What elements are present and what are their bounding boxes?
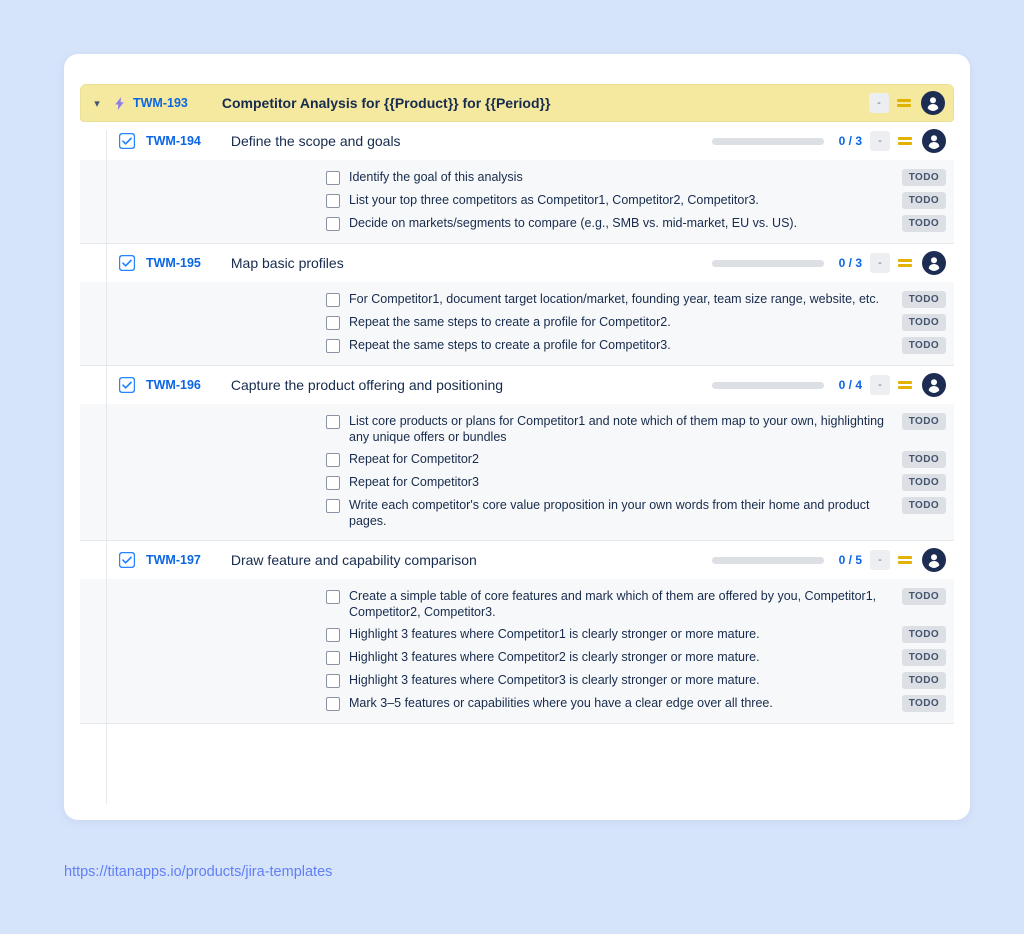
subtask-row[interactable] (80, 288, 954, 311)
subtask-row[interactable] (80, 311, 954, 334)
epic-bolt-icon (107, 96, 131, 111)
story-key-link[interactable]: TWM-197 (146, 553, 201, 567)
subtask-text: Repeat the same steps to create a profile for Competitor2. (349, 315, 671, 329)
story-block (80, 366, 954, 541)
subtask-text: Create a simple table of core features and mark which of them are offered by you, Competitor1, Competitor2, Competitor3. (349, 589, 877, 619)
story-row-actions (712, 373, 946, 397)
footer-url[interactable]: https://titanapps.io/products/jira-templates (64, 864, 333, 880)
subtask-text: Write each competitor's core value proposition in your own words from their home and product pages. (349, 498, 870, 528)
avatar[interactable] (921, 91, 945, 115)
story-estimate-badge[interactable]: - (870, 375, 890, 395)
subtask-checkbox[interactable] (326, 651, 340, 665)
epic-title: Competitor Analysis for {{Product}} for {{Period}} (221, 95, 551, 111)
subtask-text: Highlight 3 features where Competitor2 is clearly stronger or more mature. (349, 650, 760, 664)
status-badge[interactable]: TODO (902, 695, 946, 712)
story-check-icon (118, 376, 136, 394)
story-block (80, 244, 954, 366)
subtask-text: Mark 3–5 features or capabilities where you have a clear edge over all three. (349, 696, 773, 710)
story-key-link[interactable]: TWM-196 (146, 378, 201, 392)
story-block (80, 122, 954, 244)
progress-bar (712, 382, 824, 389)
subtask-count: 0 / 5 (838, 553, 862, 567)
subtask-checkbox[interactable] (326, 674, 340, 688)
story-key-link[interactable]: TWM-194 (146, 134, 201, 148)
avatar[interactable] (922, 129, 946, 153)
subtask-text: For Competitor1, document target location/market, founding year, team size range, website, etc. (349, 292, 880, 306)
chevron-down-icon[interactable]: ▾ (94, 97, 100, 110)
status-badge[interactable]: TODO (902, 626, 946, 643)
subtask-row[interactable] (80, 585, 954, 623)
story-row-actions (712, 129, 946, 153)
subtask-list (80, 579, 954, 723)
story-row-actions (712, 251, 946, 275)
priority-medium-icon[interactable] (898, 133, 914, 149)
story-estimate-badge[interactable]: - (870, 550, 890, 570)
subtask-list (80, 160, 954, 243)
subtask-row[interactable] (80, 448, 954, 471)
story-list (80, 122, 954, 724)
subtask-text: Decide on markets/segments to compare (e.g., SMB vs. mid-market, EU vs. US). (349, 216, 798, 230)
subtask-row[interactable] (80, 471, 954, 494)
story-estimate-badge[interactable]: - (870, 131, 890, 151)
epic-row[interactable] (80, 84, 954, 122)
subtask-row[interactable] (80, 623, 954, 646)
status-badge[interactable]: TODO (902, 314, 946, 331)
priority-medium-icon[interactable] (898, 255, 914, 271)
subtask-row[interactable] (80, 189, 954, 212)
progress-bar (712, 138, 824, 145)
hierarchy-guide-line (106, 130, 107, 804)
story-row[interactable] (80, 122, 954, 160)
story-check-icon (118, 551, 136, 569)
story-check-icon (118, 132, 136, 150)
status-badge[interactable]: TODO (902, 413, 946, 430)
story-block (80, 541, 954, 724)
avatar[interactable] (922, 548, 946, 572)
subtask-row[interactable] (80, 669, 954, 692)
avatar[interactable] (922, 251, 946, 275)
story-row[interactable] (80, 244, 954, 282)
subtask-row[interactable] (80, 212, 954, 235)
subtask-text: Repeat for Competitor3 (349, 475, 479, 489)
status-badge[interactable]: TODO (902, 215, 946, 232)
subtask-text: Highlight 3 features where Competitor1 is clearly stronger or more mature. (349, 627, 760, 641)
subtask-row[interactable] (80, 410, 954, 448)
status-badge[interactable]: TODO (902, 649, 946, 666)
subtask-row[interactable] (80, 166, 954, 189)
subtask-checkbox[interactable] (326, 339, 340, 353)
subtask-row[interactable] (80, 334, 954, 357)
status-badge[interactable]: TODO (902, 497, 946, 514)
story-estimate-badge[interactable]: - (870, 253, 890, 273)
subtask-row[interactable] (80, 646, 954, 669)
story-key-link[interactable]: TWM-195 (146, 256, 201, 270)
story-row[interactable] (80, 366, 954, 404)
subtask-checkbox[interactable] (326, 453, 340, 467)
story-title: Draw feature and capability comparison (230, 552, 477, 568)
subtask-checkbox[interactable] (326, 590, 340, 604)
story-check-icon (118, 254, 136, 272)
subtask-checkbox[interactable] (326, 499, 340, 513)
status-badge[interactable]: TODO (902, 337, 946, 354)
issue-board (80, 84, 954, 804)
subtask-text: Identify the goal of this analysis (349, 170, 523, 184)
subtask-row[interactable] (80, 692, 954, 715)
progress-bar (712, 557, 824, 564)
subtask-count: 0 / 3 (838, 256, 862, 270)
status-badge[interactable]: TODO (902, 474, 946, 491)
progress-bar (712, 260, 824, 267)
subtask-checkbox[interactable] (326, 476, 340, 490)
subtask-checkbox[interactable] (326, 293, 340, 307)
story-row[interactable] (80, 541, 954, 579)
subtask-text: Repeat the same steps to create a profile for Competitor3. (349, 338, 671, 352)
subtask-text: Repeat for Competitor2 (349, 452, 479, 466)
priority-medium-icon[interactable] (898, 377, 914, 393)
priority-medium-icon[interactable] (898, 552, 914, 568)
subtask-text: List core products or plans for Competitor1 and note which of them map to your own, highlighting any unique offers or bundles (349, 414, 885, 444)
status-badge[interactable]: TODO (902, 672, 946, 689)
subtask-checkbox[interactable] (326, 628, 340, 642)
subtask-count: 0 / 3 (838, 134, 862, 148)
issue-list-card (64, 54, 970, 820)
epic-row-actions (869, 91, 945, 115)
status-badge[interactable]: TODO (902, 291, 946, 308)
story-row-actions (712, 548, 946, 572)
subtask-count: 0 / 4 (838, 378, 862, 392)
subtask-checkbox[interactable] (326, 194, 340, 208)
subtask-checkbox[interactable] (326, 697, 340, 711)
subtask-checkbox[interactable] (326, 171, 340, 185)
story-title: Capture the product offering and positioning (230, 377, 504, 393)
priority-medium-icon[interactable] (897, 95, 913, 111)
status-badge[interactable]: TODO (902, 588, 946, 605)
epic-estimate-badge[interactable]: - (869, 93, 889, 113)
subtask-checkbox[interactable] (326, 217, 340, 231)
subtask-checkbox[interactable] (326, 415, 340, 429)
story-title: Map basic profiles (230, 255, 344, 271)
subtask-checkbox[interactable] (326, 316, 340, 330)
subtask-list (80, 404, 954, 540)
status-badge[interactable]: TODO (902, 192, 946, 209)
status-badge[interactable]: TODO (902, 169, 946, 186)
story-title: Define the scope and goals (230, 133, 401, 149)
status-badge[interactable]: TODO (902, 451, 946, 468)
subtask-row[interactable] (80, 494, 954, 532)
subtask-text: List your top three competitors as Competitor1, Competitor2, Competitor3. (349, 193, 759, 207)
avatar[interactable] (922, 373, 946, 397)
epic-key-link[interactable]: TWM-193 (133, 96, 188, 110)
subtask-text: Highlight 3 features where Competitor3 is clearly stronger or more mature. (349, 673, 760, 687)
subtask-list (80, 282, 954, 365)
